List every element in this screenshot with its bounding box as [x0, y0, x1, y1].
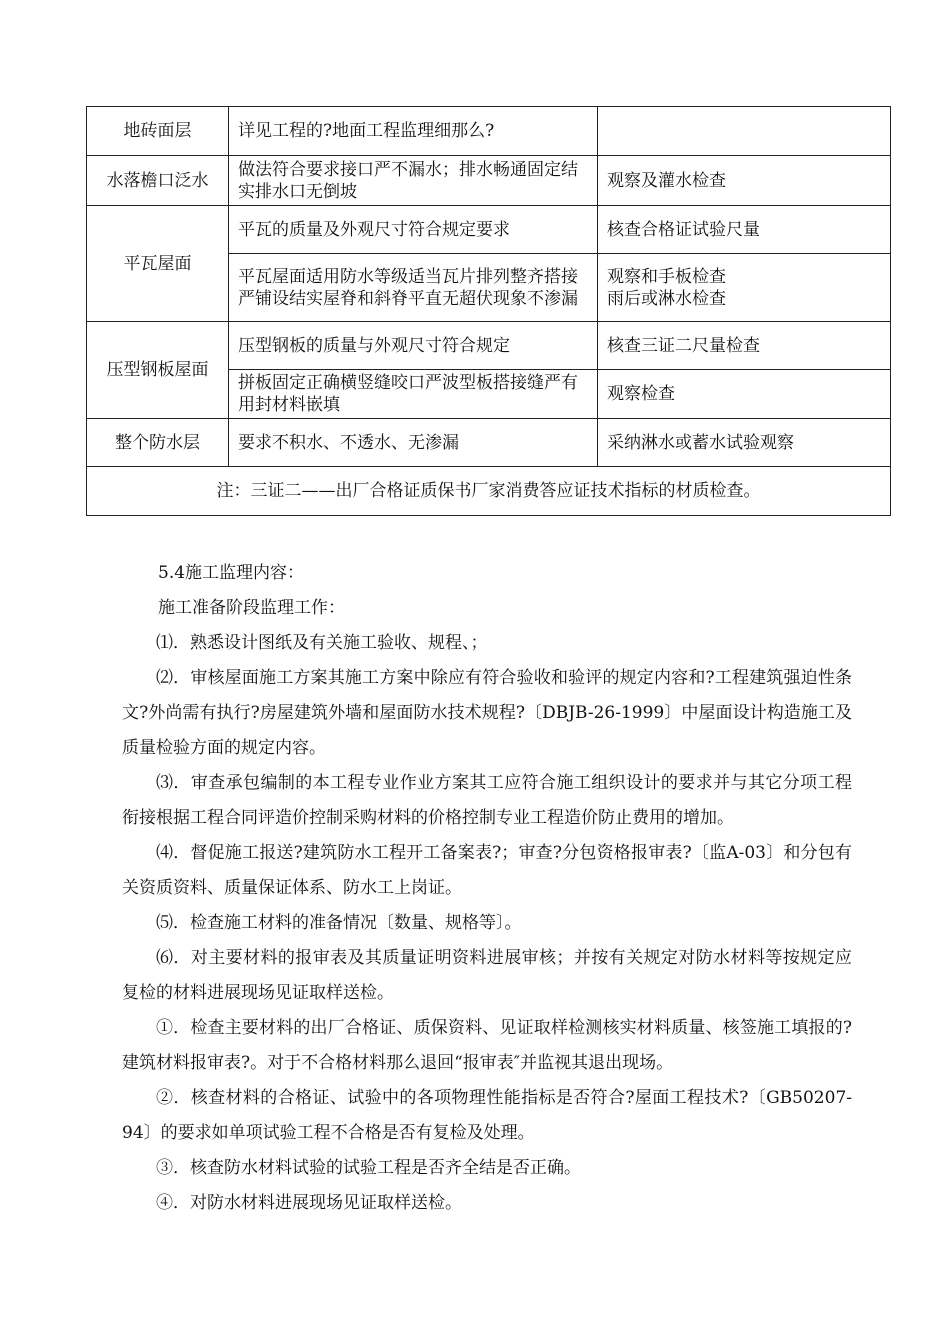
paragraph: ③．核查防水材料试验的试验工程是否齐全结是否正确。: [156, 1158, 581, 1178]
requirement-cell: 要求不积水、不透水、无渗漏: [229, 419, 598, 467]
method-cell: 采纳淋水或蓄水试验观察: [598, 419, 891, 467]
paragraph: ⑵．审核屋面施工方案其施工方案中除应有符合验收和验评的规定内容和?工程建筑强迫性条文?外尚需有执行?房屋建筑外墙和屋面防水技术规程?〔DBJB-26-1999〕中屋面设计构造施工及质量检验方面的规定内容。: [122, 668, 852, 758]
table-row: [87, 156, 891, 206]
method-cell: 观察检查: [598, 370, 891, 419]
paragraph: ⑹．对主要材料的报审表及其质量证明资料进展审核；并按有关规定对防水材料等按规定应复检的材料进展现场见证取样送检。: [122, 948, 852, 1003]
requirement-cell: 详见工程的?地面工程监理细那么?: [229, 107, 598, 156]
method-cell: [598, 254, 891, 322]
paragraph: ④．对防水材料进展现场见证取样送检。: [156, 1193, 462, 1213]
requirement-cell: 拼板固定正确横竖缝咬口严波型板搭接缝严有用封材料嵌填: [229, 370, 598, 419]
method-cell: 核查三证二尺量检查: [598, 322, 891, 370]
table-note-row: [87, 467, 891, 516]
item-cell: 压型钢板屋面: [87, 322, 229, 419]
item-cell: 整个防水层: [87, 419, 229, 467]
method-line: 雨后或淋水检查: [607, 288, 726, 309]
table-row: [87, 107, 891, 156]
method-line: 观察和手板检查: [607, 266, 726, 287]
item-cell: 平瓦屋面: [87, 206, 229, 322]
method-cell: 观察及灌水检查: [598, 156, 891, 206]
table-note: 注：三证二——出厂合格证质保书厂家消费答应证技术指标的材质检查。: [87, 467, 891, 516]
method-cell: 核查合格证试验尺量: [598, 206, 891, 254]
method-cell: [598, 107, 891, 156]
section-body: [122, 556, 852, 1221]
requirement-cell: 平瓦屋面适用防水等级适当瓦片排列整齐搭接严铺设结实屋脊和斜脊平直无超伏现象不渗漏: [229, 254, 598, 322]
table-row: [87, 322, 891, 370]
table-row: [87, 419, 891, 467]
paragraph: ⑴．熟悉设计图纸及有关施工验收、规程、；: [156, 633, 488, 653]
paragraph: ②．核查材料的合格证、试验中的各项物理性能指标是否符合?屋面工程技术?〔GB50207-94〕的要求如单项试验工程不合格是否有复检及处理。: [122, 1088, 852, 1143]
item-cell: 水落檐口泛水: [87, 156, 229, 206]
paragraph: ⑶．审查承包编制的本工程专业作业方案其工应符合施工组织设计的要求并与其它分项工程衔接根据工程合同评造价控制采购材料的价格控制专业工程造价防止费用的增加。: [122, 773, 852, 828]
inspection-table: [86, 106, 891, 516]
section-heading: 5.4施工监理内容：: [158, 563, 305, 583]
requirement-cell: 压型钢板的质量与外观尺寸符合规定: [229, 322, 598, 370]
paragraph: ⑸．检查施工材料的准备情况〔数量、规格等〕。: [156, 913, 522, 933]
requirement-cell: 平瓦的质量及外观尺寸符合规定要求: [229, 206, 598, 254]
requirement-cell: 做法符合要求接口严不漏水；排水畅通固定结实排水口无倒坡: [229, 156, 598, 206]
table-row: [87, 206, 891, 254]
item-cell: 地砖面层: [87, 107, 229, 156]
paragraph: ⑷．督促施工报送?建筑防水工程开工备案表?；审查?分包资格报审表?〔监A-03〕和分包有关资质资料、质量保证体系、防水工上岗证。: [122, 843, 852, 898]
paragraph: ①．检查主要材料的出厂合格证、质保资料、见证取样检测核实材料质量、核签施工填报的?建筑材料报审表?。对于不合格材料那么退回“报审表″并监视其退出现场。: [122, 1018, 852, 1073]
section-subheading: 施工准备阶段监理工作：: [158, 598, 345, 618]
